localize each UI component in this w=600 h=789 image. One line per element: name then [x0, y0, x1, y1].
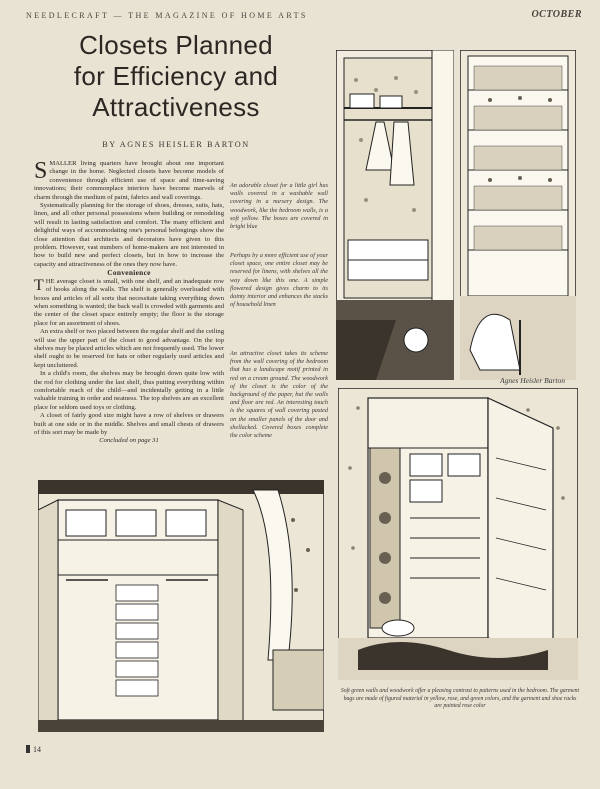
running-head: [26, 9, 582, 23]
drop-cap-2: T: [34, 276, 44, 294]
title-line-1: Closets Planned: [79, 30, 273, 60]
bedroom-closet-illustration: [38, 480, 324, 732]
green-closet-illustration: [338, 388, 578, 680]
caption-linen-closet: Perhaps by a more efficient use of your closet space, one entire closet may be reserved for linens, with shelves all the way down like this one. A simple flowered design gives charm to its dainty interior and enhances the stacks of household linen: [230, 252, 328, 309]
byline: BY AGNES HEISLER BARTON: [102, 140, 250, 149]
linen-closet-illustration: [460, 50, 576, 380]
paragraph-2: Systematically planning for the storage of shoes, dresses, suits, hats, linen, and all other personal possessions where building or remodeling will result in lasting satisfaction and comfort. The many efficient and delightful ways of accommodating one's personal belongings show the close attention that architects and decorators have given to this problem. However, vast numbers of home-makers are not interested in how to build new and perfect closets, but in how to increase the capacity and attractiveness of the ones they now have.: [34, 202, 224, 268]
section-subhead: Convenience: [107, 268, 151, 278]
magazine-name: NEEDLECRAFT — THE MAGAZINE OF HOME ARTS: [26, 11, 308, 20]
paragraph-1: SMALLER living quarters have brought about one important change in the home. Neglected closets have become models of convenience through efficient use of space and time-saving innovations; their commonplace interiors have become marvels of charm through the medium of paint, fabrics and wall coverings.: [34, 158, 224, 201]
paragraph-6: A closet of fairly good size might have a row of shelves or drawers built at one side or in the middle. Shelves and small chests of drawers of this sort may be made by: [34, 412, 224, 436]
caption-landscape-closet: An attractive closet takes its scheme from the wall covering of the bedroom that has a landscape motif printed in red on a cream ground. The woodwork of the closet is the color of the background of the paper, but the walls and floor are red. An interesting touch is the squares of wall covering pasted on the smaller panels of the door and shellacked. Covered boxes complete the color scheme: [230, 350, 328, 440]
drop-cap: S: [34, 158, 48, 184]
caption-nursery-closet: An adorable closet for a little girl has walls covered in a washable wall covering in a nursery design. The woodwork, like the bedroom walls, is a soft yellow. The boxes are covered in bright blue: [230, 182, 328, 231]
artist-signature: Agnes Heisler Barton: [500, 376, 565, 385]
paragraph-3: THE average closet is small, with one shelf, and an inadequate row of hooks along the walls. The shelf is generally overloaded with boxes and articles of all sorts that necessitate taking everything down when something is wanted; the back wall is crowded with garments and the center of the closet space entirely empty; the floor is the storage place for an assortment of shoes.: [34, 276, 224, 327]
paragraph-4: An extra shelf or two placed between the regular shelf and the ceiling will use the upper part of the closet to good advantage. On the top shelves may be placed articles which are not frequently used. The lower shelf ought to be reserved for hats or other regularly used articles and kept uncluttered.: [34, 328, 224, 369]
issue-month: OCTOBER: [531, 9, 582, 20]
paragraph-5: In a child's room, the shelves may be brought down quite low with the rod for clothing under the last shelf, thus putting everything within comfortable reach of the child—and incidentally getting in a little valuable training in order and neatness. The top shelves are an excellent place for seldom used toys or clothing.: [34, 370, 224, 411]
title-line-3: Attractiveness: [92, 92, 260, 122]
page-number: 14: [26, 745, 41, 754]
nursery-closet-illustration: [336, 50, 454, 380]
title-line-2: for Efficiency and: [73, 61, 279, 91]
caption-green-closet: Soft green walls and woodwork offer a pleasing contrast to patterns used in the bedroom. The garment bags are made of figured material in yellow, rose, and green colors, and the garment and shoe racks are painted rose color: [340, 688, 580, 710]
continued-note: Concluded on page 31: [99, 437, 159, 445]
article-body: [34, 160, 224, 446]
article-title: [26, 30, 326, 123]
